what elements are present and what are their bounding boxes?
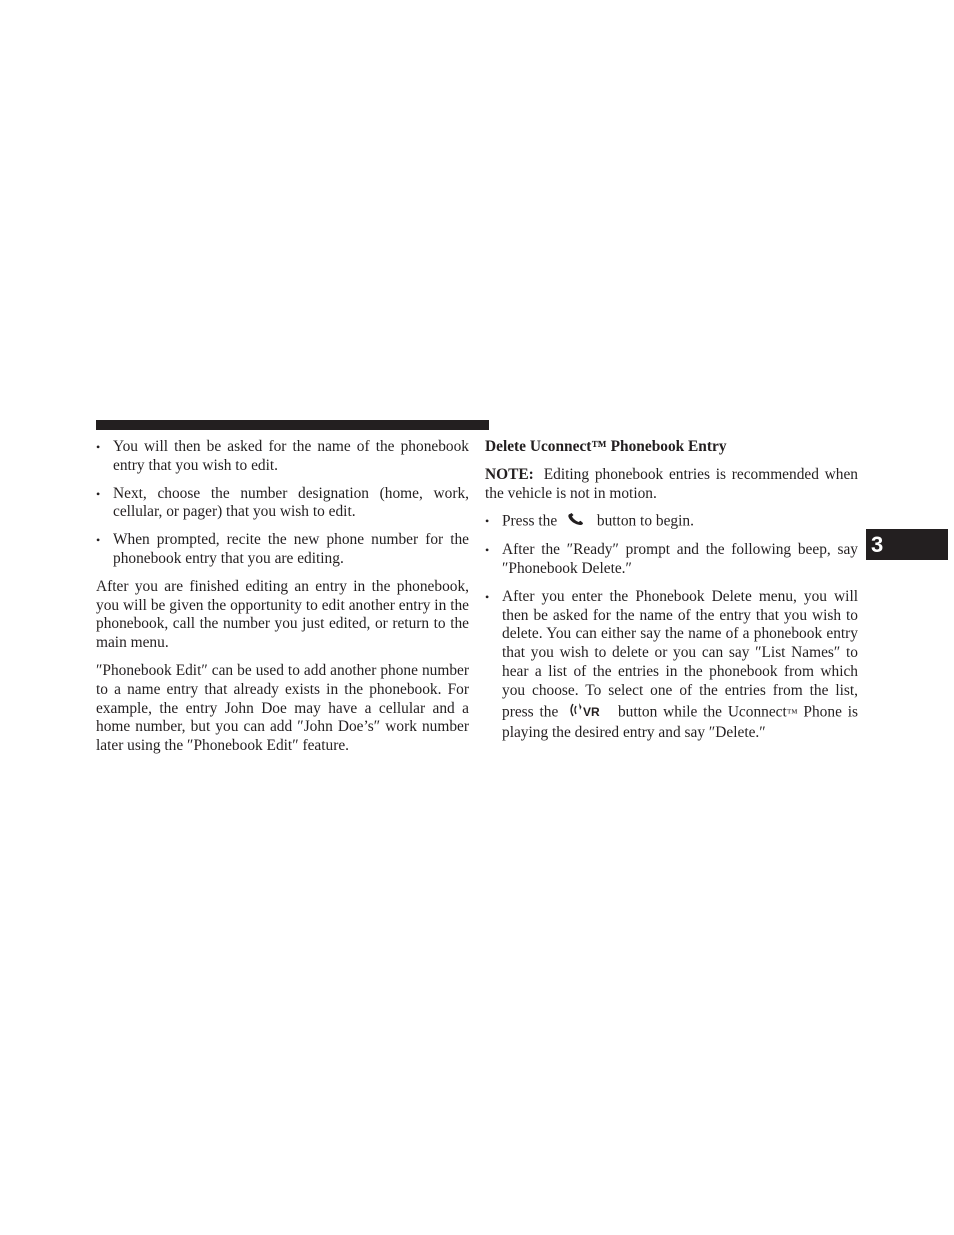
paragraph-phonebook-edit: ″Phonebook Edit″ can be used to add another phone number to a name entry that already exists in the phonebook. For example, the entry John Doe may have a cellular and a home number, but you can add ″John Doe’s″ work number later using the ″Phonebook Edit″ feature. — [96, 661, 469, 755]
right-column — [485, 438, 858, 752]
bullet-icon: • — [96, 533, 101, 548]
section-heading: Delete Uconnect™ Phonebook Entry — [485, 438, 727, 455]
note — [485, 466, 858, 504]
list-item: • When prompted, recite the new phone number for the phonebook entry that you are editing. — [96, 531, 469, 567]
section-rule — [96, 420, 489, 430]
list-item: • You will then be asked for the name of the phonebook entry that you wish to edit. — [96, 438, 469, 474]
left-column — [96, 438, 469, 765]
edit-steps-list — [96, 438, 469, 569]
chapter-tab: 3 — [866, 529, 948, 560]
note-text: Editing phonebook entries is recommended when the vehicle is not in motion. — [485, 465, 858, 502]
list-item: • Next, choose the number designation (home, work, cellular, or pager) that you wish to edit. — [96, 484, 469, 521]
bullet-icon: • — [485, 589, 490, 604]
voice-recognition-icon — [570, 701, 606, 725]
bullet-icon: • — [96, 440, 101, 454]
note-label: NOTE: — [485, 465, 534, 483]
svg-text:VR: VR — [583, 704, 600, 719]
delete-steps-list — [485, 512, 858, 743]
list-item: • Press the button to begin. — [485, 512, 858, 532]
phone-icon — [567, 512, 587, 532]
bullet-icon: • — [485, 543, 490, 558]
list-item: • After the ″Ready″ prompt and the following beep, say ″Phonebook Delete.″ — [485, 541, 858, 577]
bullet-icon: • — [485, 514, 490, 529]
bullet-icon: • — [96, 486, 101, 501]
list-item: • After you enter the Phonebook Delete menu, you will then be asked for the name of the entry that you wish to delete. You can either say the name of a phonebook entry that you wish to delete or you can say ″List Names″ to hear a list of the entries in the phonebook from which you choose. To select one of the entries from the list, press the VR button while the Uconnect™ Phone is playing the desired entry and say ″Delete.″ — [485, 587, 858, 742]
paragraph-after-editing: After you are finished editing an entry in the phonebook, you will be given the opportunity to edit another entry in the phonebook, call the number you just edited, or return to the main menu. — [96, 577, 469, 652]
